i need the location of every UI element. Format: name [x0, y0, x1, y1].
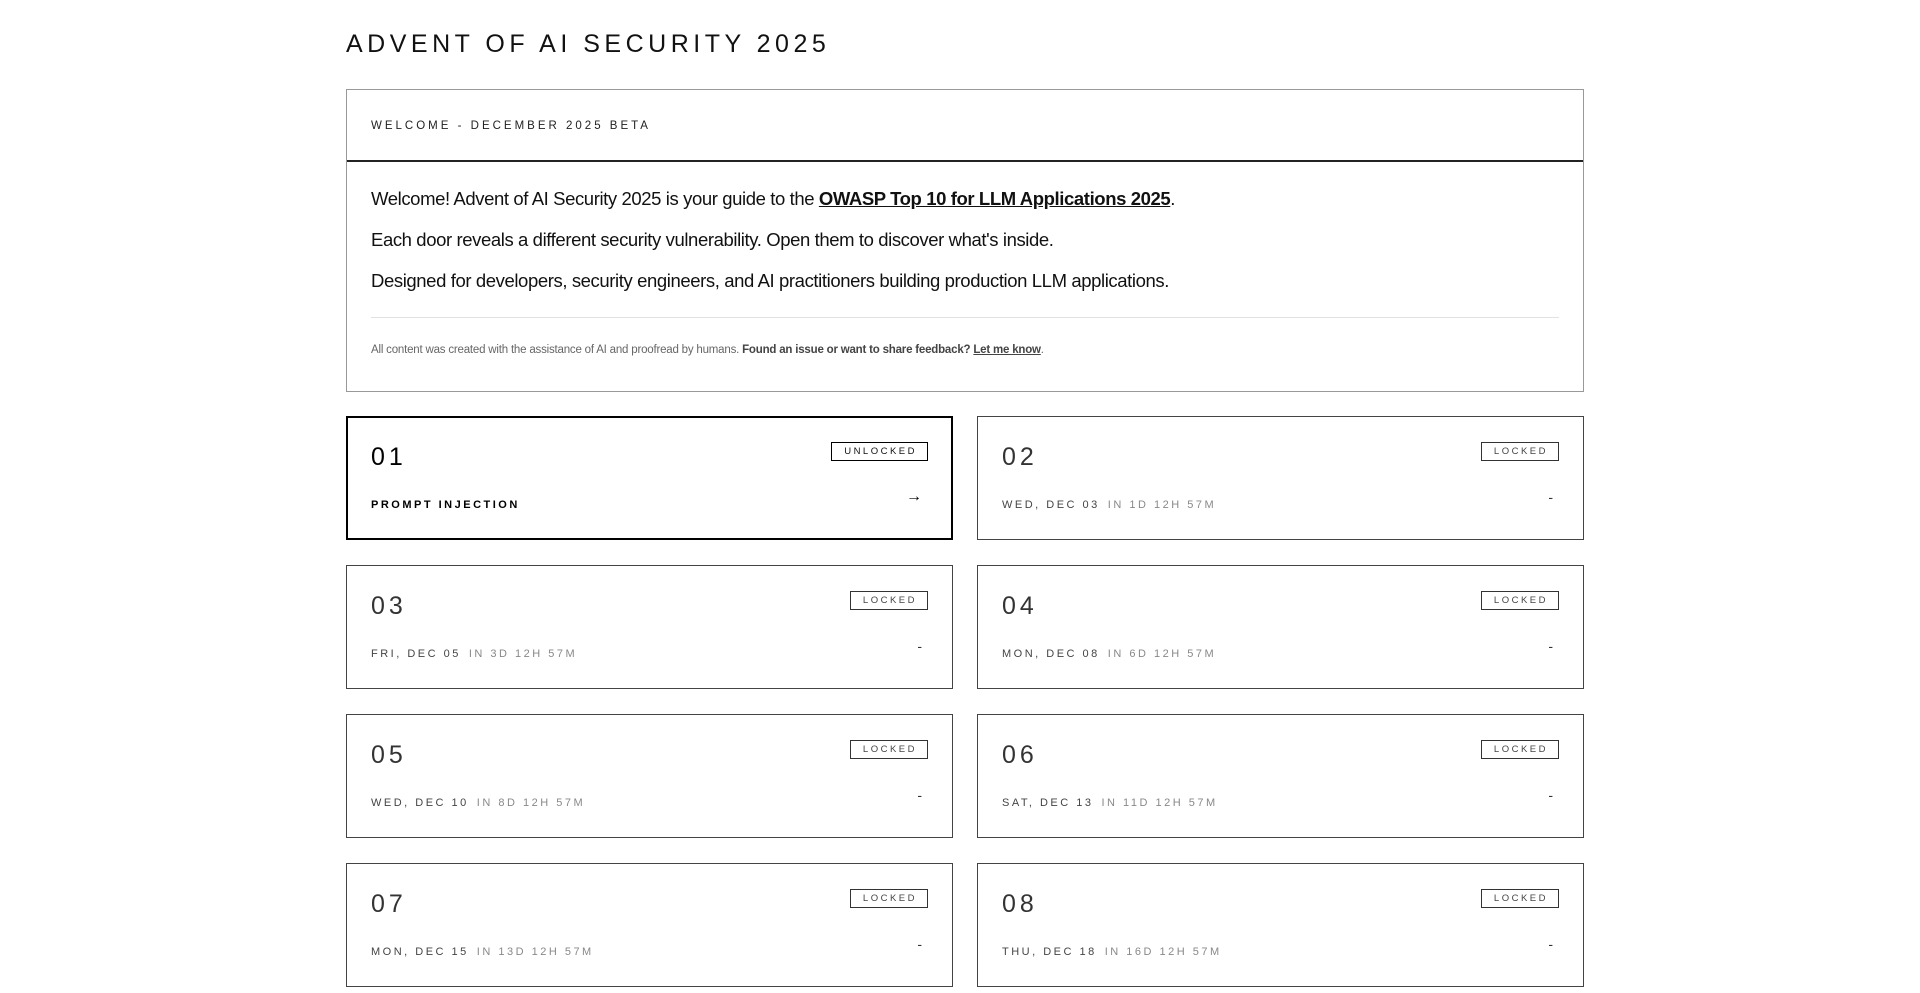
dash-icon: - [1548, 489, 1553, 505]
welcome-heading: WELCOME - DECEMBER 2025 BETA [347, 90, 1583, 162]
dash-icon: - [1548, 638, 1553, 654]
door-card-07[interactable] [346, 863, 953, 987]
divider [371, 317, 1559, 318]
door-countdown: IN 16D 12H 57M [1104, 946, 1222, 958]
status-badge: LOCKED [1481, 442, 1559, 461]
status-badge: LOCKED [850, 740, 928, 759]
owasp-link[interactable]: OWASP Top 10 for LLM Applications 2025 [818, 188, 1171, 209]
status-badge: LOCKED [850, 591, 928, 610]
door-number: 07 [371, 890, 407, 918]
door-card-06[interactable] [977, 714, 1584, 838]
dash-icon: - [917, 787, 922, 803]
dash-icon: - [1548, 787, 1553, 803]
feedback-link[interactable]: Let me know [973, 344, 1041, 356]
dash-icon: - [917, 936, 922, 952]
door-number: 02 [1002, 443, 1038, 471]
welcome-line-1 [371, 186, 1559, 211]
door-countdown: IN 13D 12H 57M [476, 946, 594, 958]
dash-icon: - [917, 638, 922, 654]
door-number: 05 [371, 741, 407, 769]
door-date: MON, DEC 08 [1002, 648, 1100, 660]
door-number: 03 [371, 592, 407, 620]
welcome-panel [346, 89, 1584, 392]
feedback-question: Found an issue or want to share feedback? [742, 344, 974, 356]
door-schedule [371, 797, 585, 809]
door-number: 08 [1002, 890, 1038, 918]
arrow-right-icon: → [906, 488, 922, 505]
door-schedule [1002, 797, 1218, 809]
door-card-03[interactable] [346, 565, 953, 689]
door-grid [346, 416, 1584, 987]
welcome-line-3: Designed for developers, security engineers, and AI practitioners building production LLM applications. [371, 270, 1169, 291]
door-date: WED, DEC 10 [371, 797, 469, 809]
welcome-punct: . [1170, 188, 1176, 209]
door-card-02[interactable] [977, 416, 1584, 540]
door-date: FRI, DEC 05 [371, 648, 461, 660]
status-badge: LOCKED [850, 889, 928, 908]
footer-punct: . [1040, 344, 1044, 356]
door-card-04[interactable] [977, 565, 1584, 689]
welcome-text: Welcome! Advent of AI Security 2025 is your guide to the [371, 188, 819, 209]
status-badge: LOCKED [1481, 591, 1559, 610]
door-date: THU, DEC 18 [1002, 946, 1097, 958]
door-schedule [371, 648, 577, 660]
door-countdown: IN 3D 12H 57M [468, 648, 578, 660]
door-date: MON, DEC 15 [371, 946, 469, 958]
door-countdown: IN 11D 12H 57M [1101, 797, 1218, 809]
door-card-08[interactable] [977, 863, 1584, 987]
status-badge: LOCKED [1481, 889, 1559, 908]
door-date: WED, DEC 03 [1002, 499, 1100, 511]
door-schedule [1002, 946, 1222, 958]
door-schedule [1002, 499, 1216, 511]
door-schedule [1002, 648, 1216, 660]
welcome-line-2: Each door reveals a different security vulnerability. Open them to discover what's inside. [371, 229, 1054, 250]
dash-icon: - [1548, 936, 1553, 952]
page-title: ADVENT OF AI SECURITY 2025 [346, 30, 831, 58]
door-number: 04 [1002, 592, 1038, 620]
status-badge: UNLOCKED [831, 442, 928, 461]
door-date: SAT, DEC 13 [1002, 797, 1094, 809]
door-schedule [371, 946, 594, 958]
door-title: PROMPT INJECTION [371, 499, 520, 511]
door-countdown: IN 1D 12H 57M [1107, 499, 1217, 511]
footer-note [371, 344, 1559, 356]
door-number: 06 [1002, 741, 1038, 769]
door-card-01[interactable] [346, 416, 953, 540]
door-card-05[interactable] [346, 714, 953, 838]
door-number: 01 [371, 443, 407, 471]
ai-note: All content was created with the assistance of AI and proofread by humans. [371, 344, 743, 356]
door-countdown: IN 8D 12H 57M [476, 797, 586, 809]
status-badge: LOCKED [1481, 740, 1559, 759]
door-countdown: IN 6D 12H 57M [1107, 648, 1217, 660]
